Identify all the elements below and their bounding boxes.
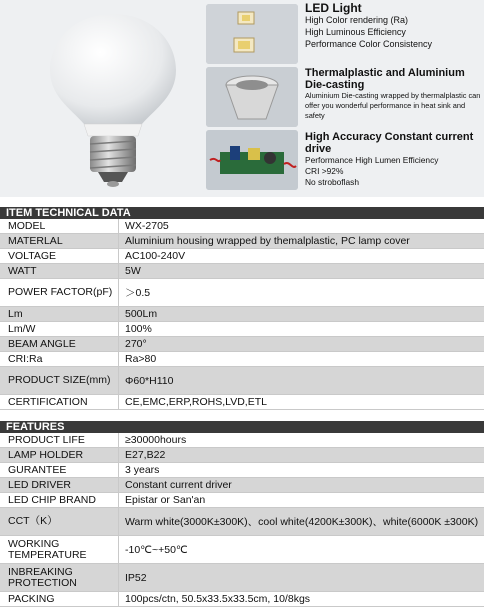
row-value: 100% [118, 322, 484, 336]
row-value: Epistar or San'an [118, 493, 484, 507]
section-heading: FEATURES [0, 421, 484, 433]
table-row [0, 219, 484, 234]
spacer [0, 410, 484, 421]
feature-title: Thermalplastic and Aluminium Die-casting [305, 67, 465, 91]
row-value: AC100-240V [118, 249, 484, 263]
row-key: Lm/W [8, 323, 36, 335]
feature-block-led-light [305, 2, 483, 50]
row-key: PRODUCT LIFE [8, 434, 85, 446]
row-key: LAMP HOLDER [0, 448, 118, 462]
row-key: PRODUCT SIZE(mm) [0, 367, 118, 394]
row-key: INBREAKING PROTECTION [0, 564, 118, 591]
driver-board-thumbnail [206, 130, 298, 190]
row-value: E27,B22 [118, 448, 484, 462]
table-row [0, 463, 484, 478]
feature-line: Aluminium Die-casting wrapped by thermalplastic can offer you wonderful performance in heat sink and safety [305, 91, 481, 120]
row-value: ≥30000hours [118, 433, 484, 447]
row-value: Ra>80 [118, 352, 484, 366]
table-row [0, 448, 484, 463]
table-row [0, 508, 484, 536]
row-value: ＞0.5 [118, 279, 484, 306]
table-row [0, 536, 484, 564]
technical-data-table [0, 207, 484, 410]
product-hero [0, 0, 484, 197]
row-key: LED CHIP BRAND [8, 494, 96, 506]
table-row [0, 279, 484, 307]
row-key: PACKING [8, 593, 55, 605]
table-row [0, 367, 484, 395]
table-row [0, 249, 484, 264]
row-key: MODEL [8, 220, 46, 232]
row-value: 5W [118, 264, 484, 278]
table-row [0, 478, 484, 493]
table-row [0, 352, 484, 367]
row-value: CE,EMC,ERP,ROHS,LVD,ETL [118, 395, 484, 409]
feature-line: No stroboflash [305, 177, 359, 187]
table-row [0, 395, 484, 410]
table-row [0, 264, 484, 279]
feature-line: Performance High Lumen Efficiency [305, 155, 439, 165]
row-value: Constant current driver [118, 478, 484, 492]
row-key: VOLTAGE [8, 250, 57, 262]
feature-block-die-casting [305, 67, 483, 121]
feature-line: High Color rendering (Ra) [305, 15, 409, 25]
row-key: CRI:Ra [8, 353, 43, 365]
row-value: IP52 [118, 564, 484, 591]
row-key: WATT [0, 264, 118, 278]
row-value: Φ60*H110 [118, 367, 484, 394]
table-row [0, 493, 484, 508]
table-row [0, 337, 484, 352]
row-value: Aluminium housing wrapped by themalplastic, PC lamp cover [118, 234, 484, 248]
feature-title: LED Light [305, 1, 362, 15]
row-key: Lm [0, 307, 118, 321]
row-value: 500Lm [118, 307, 484, 321]
spacer [0, 197, 484, 207]
row-key: CERTIFICATION [8, 396, 88, 408]
row-key: BEAM ANGLE [0, 337, 118, 351]
led-bulb-image [38, 8, 188, 190]
row-key: LED DRIVER [0, 478, 118, 492]
row-value: 3 years [118, 463, 484, 477]
table-row [0, 433, 484, 448]
row-value: Warm white(3000K±300K)、cool white(4200K±300K)、white(6000K ±300K) [118, 508, 484, 535]
section-heading: ITEM TECHNICAL DATA [0, 207, 484, 219]
row-value: 270° [118, 337, 484, 351]
feature-line: CRI >92% [305, 166, 344, 176]
table-row [0, 564, 484, 592]
table-row [0, 322, 484, 337]
row-key: WORKING TEMPERATURE [8, 537, 87, 561]
row-value: 100pcs/ctn, 50.5x33.5x33.5cm, 10/8kgs [118, 592, 484, 606]
feature-title: High Accuracy Constant current drive [305, 131, 474, 155]
row-value: WX-2705 [118, 219, 484, 233]
row-value: -10℃~+50℃ [118, 536, 484, 563]
row-key: MATERLAL [0, 234, 118, 248]
row-key: POWER FACTOR(pF) [8, 286, 113, 298]
feature-line: Performance Color Consistency [305, 39, 433, 49]
row-key: GURANTEE [8, 464, 67, 476]
feature-block-current-drive [305, 131, 483, 188]
feature-line: High Luminous Efficiency [305, 27, 406, 37]
heat-sink-thumbnail [206, 67, 298, 127]
row-key: CCT（K） [0, 508, 118, 535]
led-chip-thumbnail [206, 4, 298, 64]
features-table [0, 421, 484, 607]
table-row [0, 307, 484, 322]
table-row [0, 234, 484, 249]
